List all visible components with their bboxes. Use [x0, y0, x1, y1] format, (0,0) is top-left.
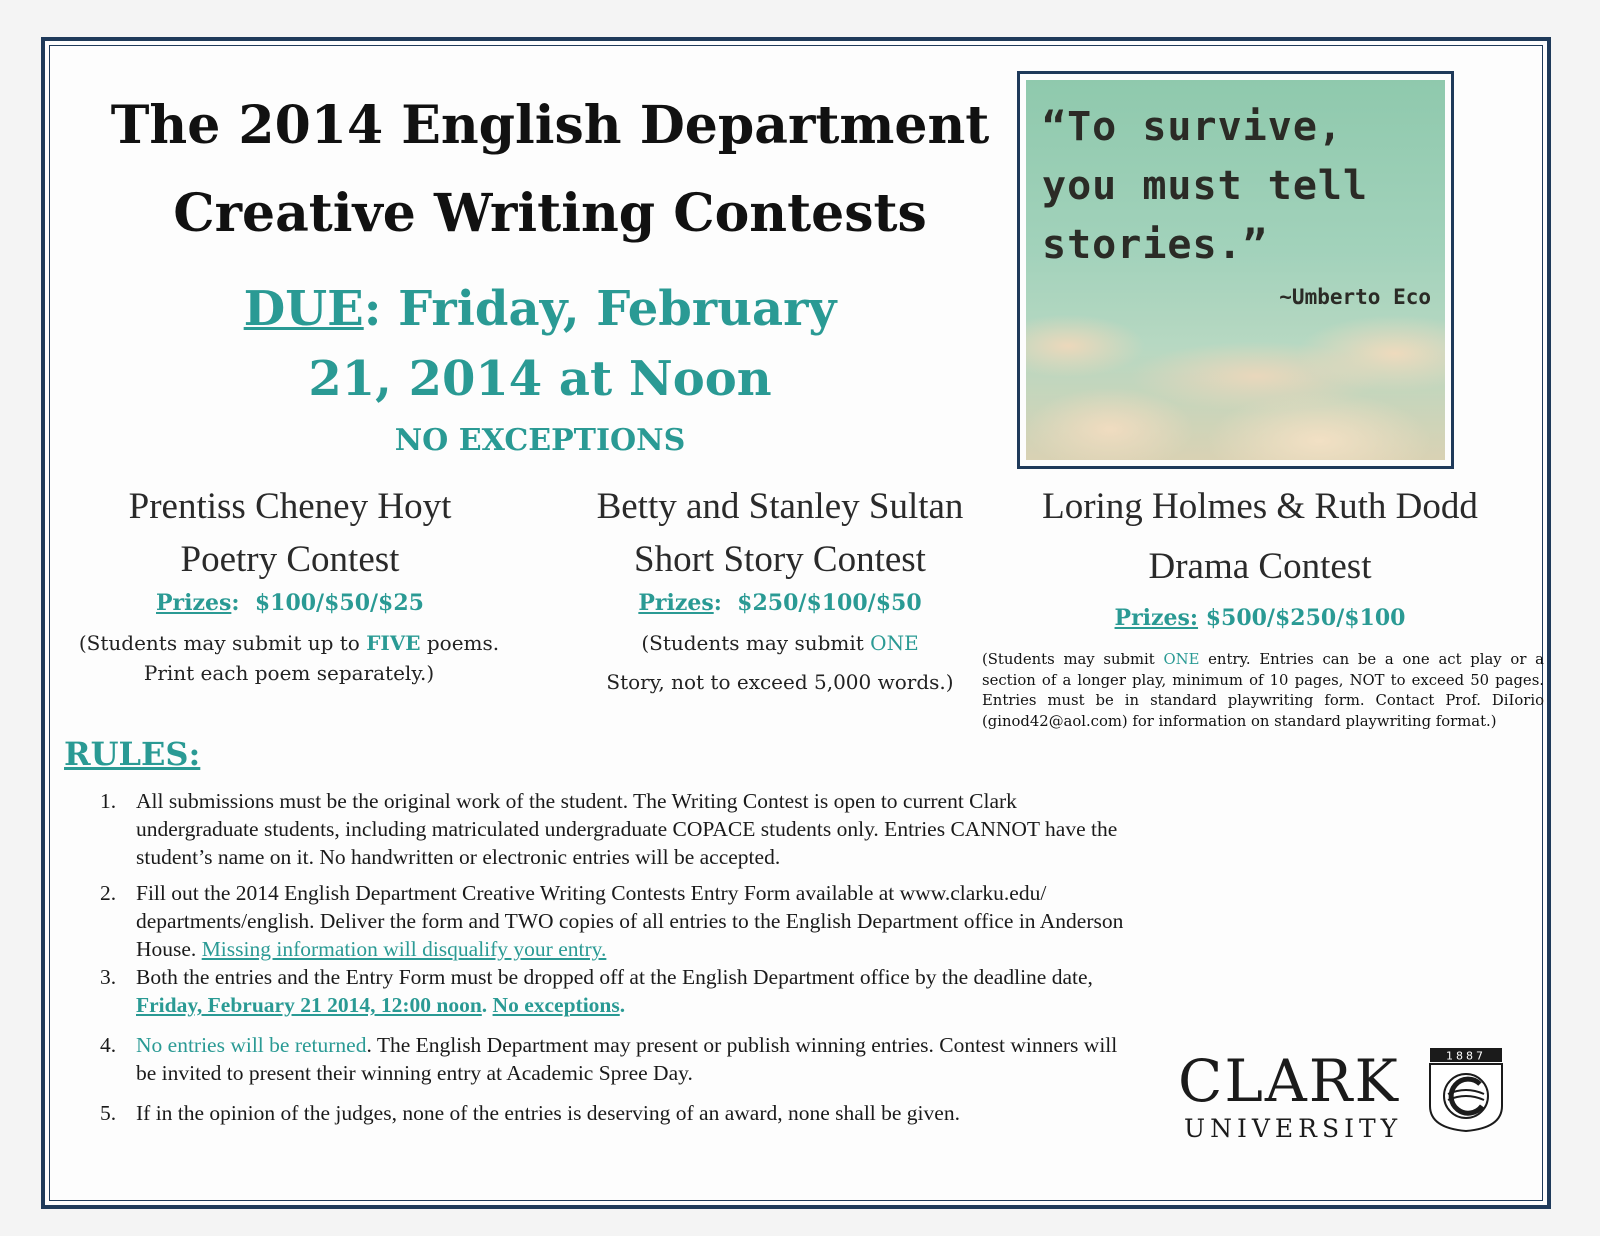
drama-prizes-value: $500/$250/$100: [1205, 605, 1406, 631]
story-prizes-value: $250/$100/$50: [737, 590, 922, 616]
quote-line-1: “To survive,: [1042, 104, 1343, 150]
disqualify-link[interactable]: Missing information will disqualify your entry.: [201, 937, 607, 961]
story-note: [560, 628, 1000, 658]
story-note-2: Story, not to exceed 5,000 words.): [606, 670, 954, 694]
rule-text: [136, 879, 1136, 963]
no-exceptions-link[interactable]: No exceptions: [492, 993, 620, 1017]
logo-university: UNIVERSITY: [1184, 1114, 1403, 1143]
clark-university-logo: [1178, 1046, 1508, 1146]
deadline-link[interactable]: Friday, February 21 2014, 12:00 noon: [136, 993, 482, 1017]
poetry-prizes: Prizes: $100/$50/$25: [156, 590, 424, 616]
page-title-line-2: Creative Writing Contests: [173, 183, 927, 244]
drama-contest-name-1: Loring Holmes & Ruth Dodd: [1042, 486, 1478, 527]
poetry-prizes-label: Prizes: [156, 590, 232, 616]
drama-note-a: (Students may submit: [982, 651, 1164, 668]
rule-text-mid: .: [481, 993, 493, 1017]
story-note-one: ONE: [870, 631, 919, 655]
poetry-note-c: poems.: [420, 631, 500, 655]
due-date-rest: : Friday, February: [363, 281, 837, 337]
drama-prizes: [1010, 605, 1510, 631]
quote-text: [1042, 98, 1442, 275]
story-contest-name-1: Betty and Stanley Sultan: [596, 486, 964, 527]
rule-text-main: Both the entries and the Entry Form must be dropped off at the English Department office by the deadline date,: [136, 965, 1093, 989]
poetry-note-five: FIVE: [366, 631, 421, 655]
drama-contest-name-2: Drama Contest: [1148, 546, 1372, 587]
rule-number: 4.: [100, 1033, 117, 1057]
drama-note-c: entry. Entries can be a one act play or a section of a longer play, minimum of 10 pages, NOT to exceed 50 pages. Entries must be in standard playwriting form. Contact Prof. DiIorio (ginod42@aol.com) for information on standard playwriting format.): [982, 651, 1544, 730]
rule-text-main: Fill out the 2014 English Department Creative Writing Contests Entry Form available at www.clarku.edu/ departments/english. Deliver the form and TWO copies of all entries to the English Department office in Anderson House.: [136, 881, 1124, 961]
logo-clark: CLARK: [1178, 1047, 1400, 1115]
quote-line-3: stories.”: [1042, 222, 1268, 268]
page-title-line-1: The 2014 English Department: [110, 95, 990, 156]
rule-number: 5.: [100, 1101, 117, 1125]
due-label: DUE: [243, 281, 364, 337]
rule-text-main: . The English Department may present or publish winning entries. Contest winners will be invited to present their winning entry at Academic Spree Day.: [136, 1033, 1118, 1085]
rule-number: 3.: [100, 965, 117, 989]
story-contest-name-2: Short Story Contest: [634, 539, 926, 580]
poetry-note: [54, 628, 524, 688]
rule-text: If in the opinion of the judges, none of the entries is deserving of an award, none shall be given.: [136, 1101, 960, 1125]
poetry-contest-name-2: Poetry Contest: [180, 539, 400, 580]
rule-text-end: .: [619, 993, 626, 1017]
story-note-a: (Students may submit: [641, 631, 871, 655]
rules-heading: RULES:: [64, 735, 201, 773]
story-prizes: Prizes: $250/$100/$50: [638, 590, 922, 616]
poetry-note-d: Print each poem separately.): [143, 661, 435, 685]
no-exceptions: NO EXCEPTIONS: [394, 423, 686, 458]
university-seal-icon: [1428, 1046, 1504, 1132]
poetry-note-a: (Students may submit up to: [78, 631, 367, 655]
due-date-line-2: 21, 2014 at Noon: [308, 351, 772, 407]
no-return-highlight: No entries will be returned: [136, 1033, 367, 1057]
seal-year: 1887: [1446, 1049, 1486, 1063]
drama-prizes-label: Prizes:: [1114, 605, 1199, 631]
rule-text: [136, 963, 1136, 1019]
rule-text: All submissions must be the original work of the student. The Writing Contest is open to current Clark undergraduate students, including matriculated undergraduate COPACE students only. Entries CANNOT have the student’s name on it. No handwritten or electronic entries will be accepted.: [136, 789, 1118, 869]
quote-line-2: you must tell: [1042, 163, 1369, 209]
poetry-contest-name-1: Prentiss Cheney Hoyt: [128, 486, 452, 527]
drama-note: [982, 650, 1544, 732]
rule-text: [136, 1031, 1136, 1087]
sky-background: [1026, 80, 1445, 460]
quote-attribution: ~Umberto Eco: [1279, 285, 1431, 309]
quote-image: [1017, 71, 1454, 469]
rule-number: 2.: [100, 881, 117, 905]
story-prizes-label: Prizes: [638, 590, 714, 616]
poetry-prizes-value: $100/$50/$25: [254, 590, 424, 616]
rule-number: 1.: [100, 789, 117, 813]
drama-note-one: ONE: [1163, 651, 1200, 668]
due-date-line-1: [60, 281, 1020, 337]
